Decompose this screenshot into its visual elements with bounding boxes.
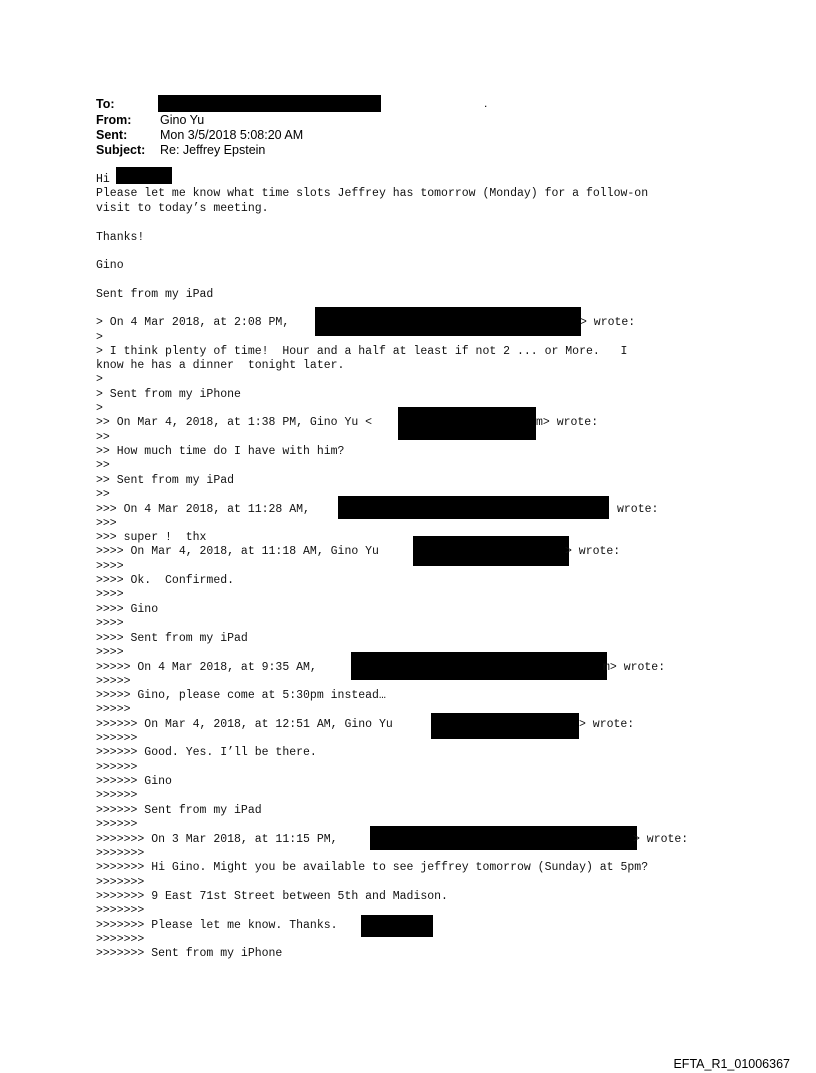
quote-line: > xyxy=(96,402,103,415)
quote-line: >>>>>>> xyxy=(96,847,145,860)
quote-line: >>>>>>> xyxy=(96,876,145,889)
sent-label: Sent: xyxy=(96,128,128,142)
body-line: visit to today’s meeting. xyxy=(96,202,269,215)
quote-line: >>>>>>> On 3 Mar 2018, at 11:15 PM, xyxy=(96,833,338,846)
redaction-sender xyxy=(315,307,581,336)
body-line: Please let me know what time slots Jeffrey has tomorrow (Monday) for a follow-on xyxy=(96,187,649,200)
quote-line: > wrote: xyxy=(579,718,635,731)
from-label: From: xyxy=(96,113,132,127)
document-id: EFTA_R1_01006367 xyxy=(673,1057,790,1071)
quote-line: >> xyxy=(96,459,110,472)
quote-line: >> Sent from my iPad xyxy=(96,474,235,487)
to-label: To: xyxy=(96,97,115,111)
quote-line: >>>>> On 4 Mar 2018, at 9:35 AM, xyxy=(96,661,317,674)
body-line: Thanks! xyxy=(96,231,145,244)
quote-line: wrote: xyxy=(617,503,659,516)
quote-line: >>>>>>> xyxy=(96,933,145,946)
quote-line: >>>>>>> 9 East 71st Street between 5th and Madison. xyxy=(96,890,448,903)
quote-line: >> xyxy=(96,488,110,501)
sent-from-line: Sent from my iPad xyxy=(96,288,214,301)
sent-row xyxy=(96,127,496,143)
quote-line: >> On Mar 4, 2018, at 1:38 PM, Gino Yu < xyxy=(96,416,373,429)
quote-line: >>>> xyxy=(96,646,124,659)
signature-line: Gino xyxy=(96,259,124,272)
quote-line: >>>> xyxy=(96,617,124,630)
quote-line: >>>>>>> xyxy=(96,904,145,917)
quote-line: > On 4 Mar 2018, at 2:08 PM, xyxy=(96,316,290,329)
quote-line: >>> On 4 Mar 2018, at 11:28 AM, xyxy=(96,503,310,516)
quote-line: >> How much time do I have with him? xyxy=(96,445,345,458)
quote-line: >>>>>> Good. Yes. I’ll be there. xyxy=(96,746,317,759)
quote-line: know he has a dinner tonight later. xyxy=(96,359,345,372)
from-value: Gino Yu xyxy=(160,113,205,127)
redaction-greeting xyxy=(116,167,172,184)
quote-line: >>> super ! thx xyxy=(96,531,207,544)
redaction-email xyxy=(431,713,579,739)
quote-line: m> wrote: xyxy=(603,661,666,674)
quote-line: >>>> Ok. Confirmed. xyxy=(96,574,235,587)
quote-line: >>>>> xyxy=(96,703,131,716)
from-row xyxy=(96,112,496,128)
quote-line: >>>>>> xyxy=(96,818,138,831)
quote-line: >>>>> Gino, please come at 5:30pm instead… xyxy=(96,689,386,702)
quote-line: m> wrote: xyxy=(536,416,599,429)
to-trailing-dot: . xyxy=(484,96,488,110)
sent-value: Mon 3/5/2018 5:08:20 AM xyxy=(160,128,304,142)
redaction-sender xyxy=(351,652,607,680)
subject-row xyxy=(96,142,496,158)
quote-line: > wrote: xyxy=(580,316,636,329)
redaction-sender xyxy=(370,826,637,850)
quote-line: > wrote: xyxy=(633,833,689,846)
quote-line: > wrote: xyxy=(565,545,621,558)
greeting-line: Hi xyxy=(96,173,110,186)
quote-line: >>>>>> xyxy=(96,789,138,802)
redaction-to xyxy=(158,95,381,112)
quote-line: >>>>>> On Mar 4, 2018, at 12:51 AM, Gino Yu xyxy=(96,718,393,731)
quote-line: >>>>>>> Sent from my iPhone xyxy=(96,947,283,960)
quote-line: >>>> Sent from my iPad xyxy=(96,632,248,645)
quote-line: >>>> On Mar 4, 2018, at 11:18 AM, Gino Yu xyxy=(96,545,379,558)
redaction-sender xyxy=(338,496,609,519)
quote-line: >>>>>> Gino xyxy=(96,775,172,788)
redaction-email xyxy=(413,536,569,566)
subject-value: Re: Jeffrey Epstein xyxy=(160,143,266,157)
quote-line: >>>> xyxy=(96,588,124,601)
quote-line: >>> xyxy=(96,517,117,530)
quote-line: >> xyxy=(96,431,110,444)
quote-line: >>>>>> xyxy=(96,761,138,774)
quote-line: >>>>> xyxy=(96,675,131,688)
redaction-name xyxy=(361,915,433,937)
quote-line: >>>> xyxy=(96,560,124,573)
redaction-email xyxy=(398,407,536,440)
quote-line: >>>> Gino xyxy=(96,603,159,616)
quote-line: >>>>>>> Hi Gino. Might you be available to see jeffrey tomorrow (Sunday) at 5pm? xyxy=(96,861,649,874)
subject-label: Subject: xyxy=(96,143,146,157)
quote-line: >>>>>> Sent from my iPad xyxy=(96,804,262,817)
quote-line: > xyxy=(96,373,103,386)
quote-line: > xyxy=(96,331,103,344)
quote-line: > I think plenty of time! Hour and a half at least if not 2 ... or More. I xyxy=(96,345,628,358)
quote-line: > Sent from my iPhone xyxy=(96,388,241,401)
quote-line: >>>>>> xyxy=(96,732,138,745)
quote-line: >>>>>>> Please let me know. Thanks. xyxy=(96,919,338,932)
